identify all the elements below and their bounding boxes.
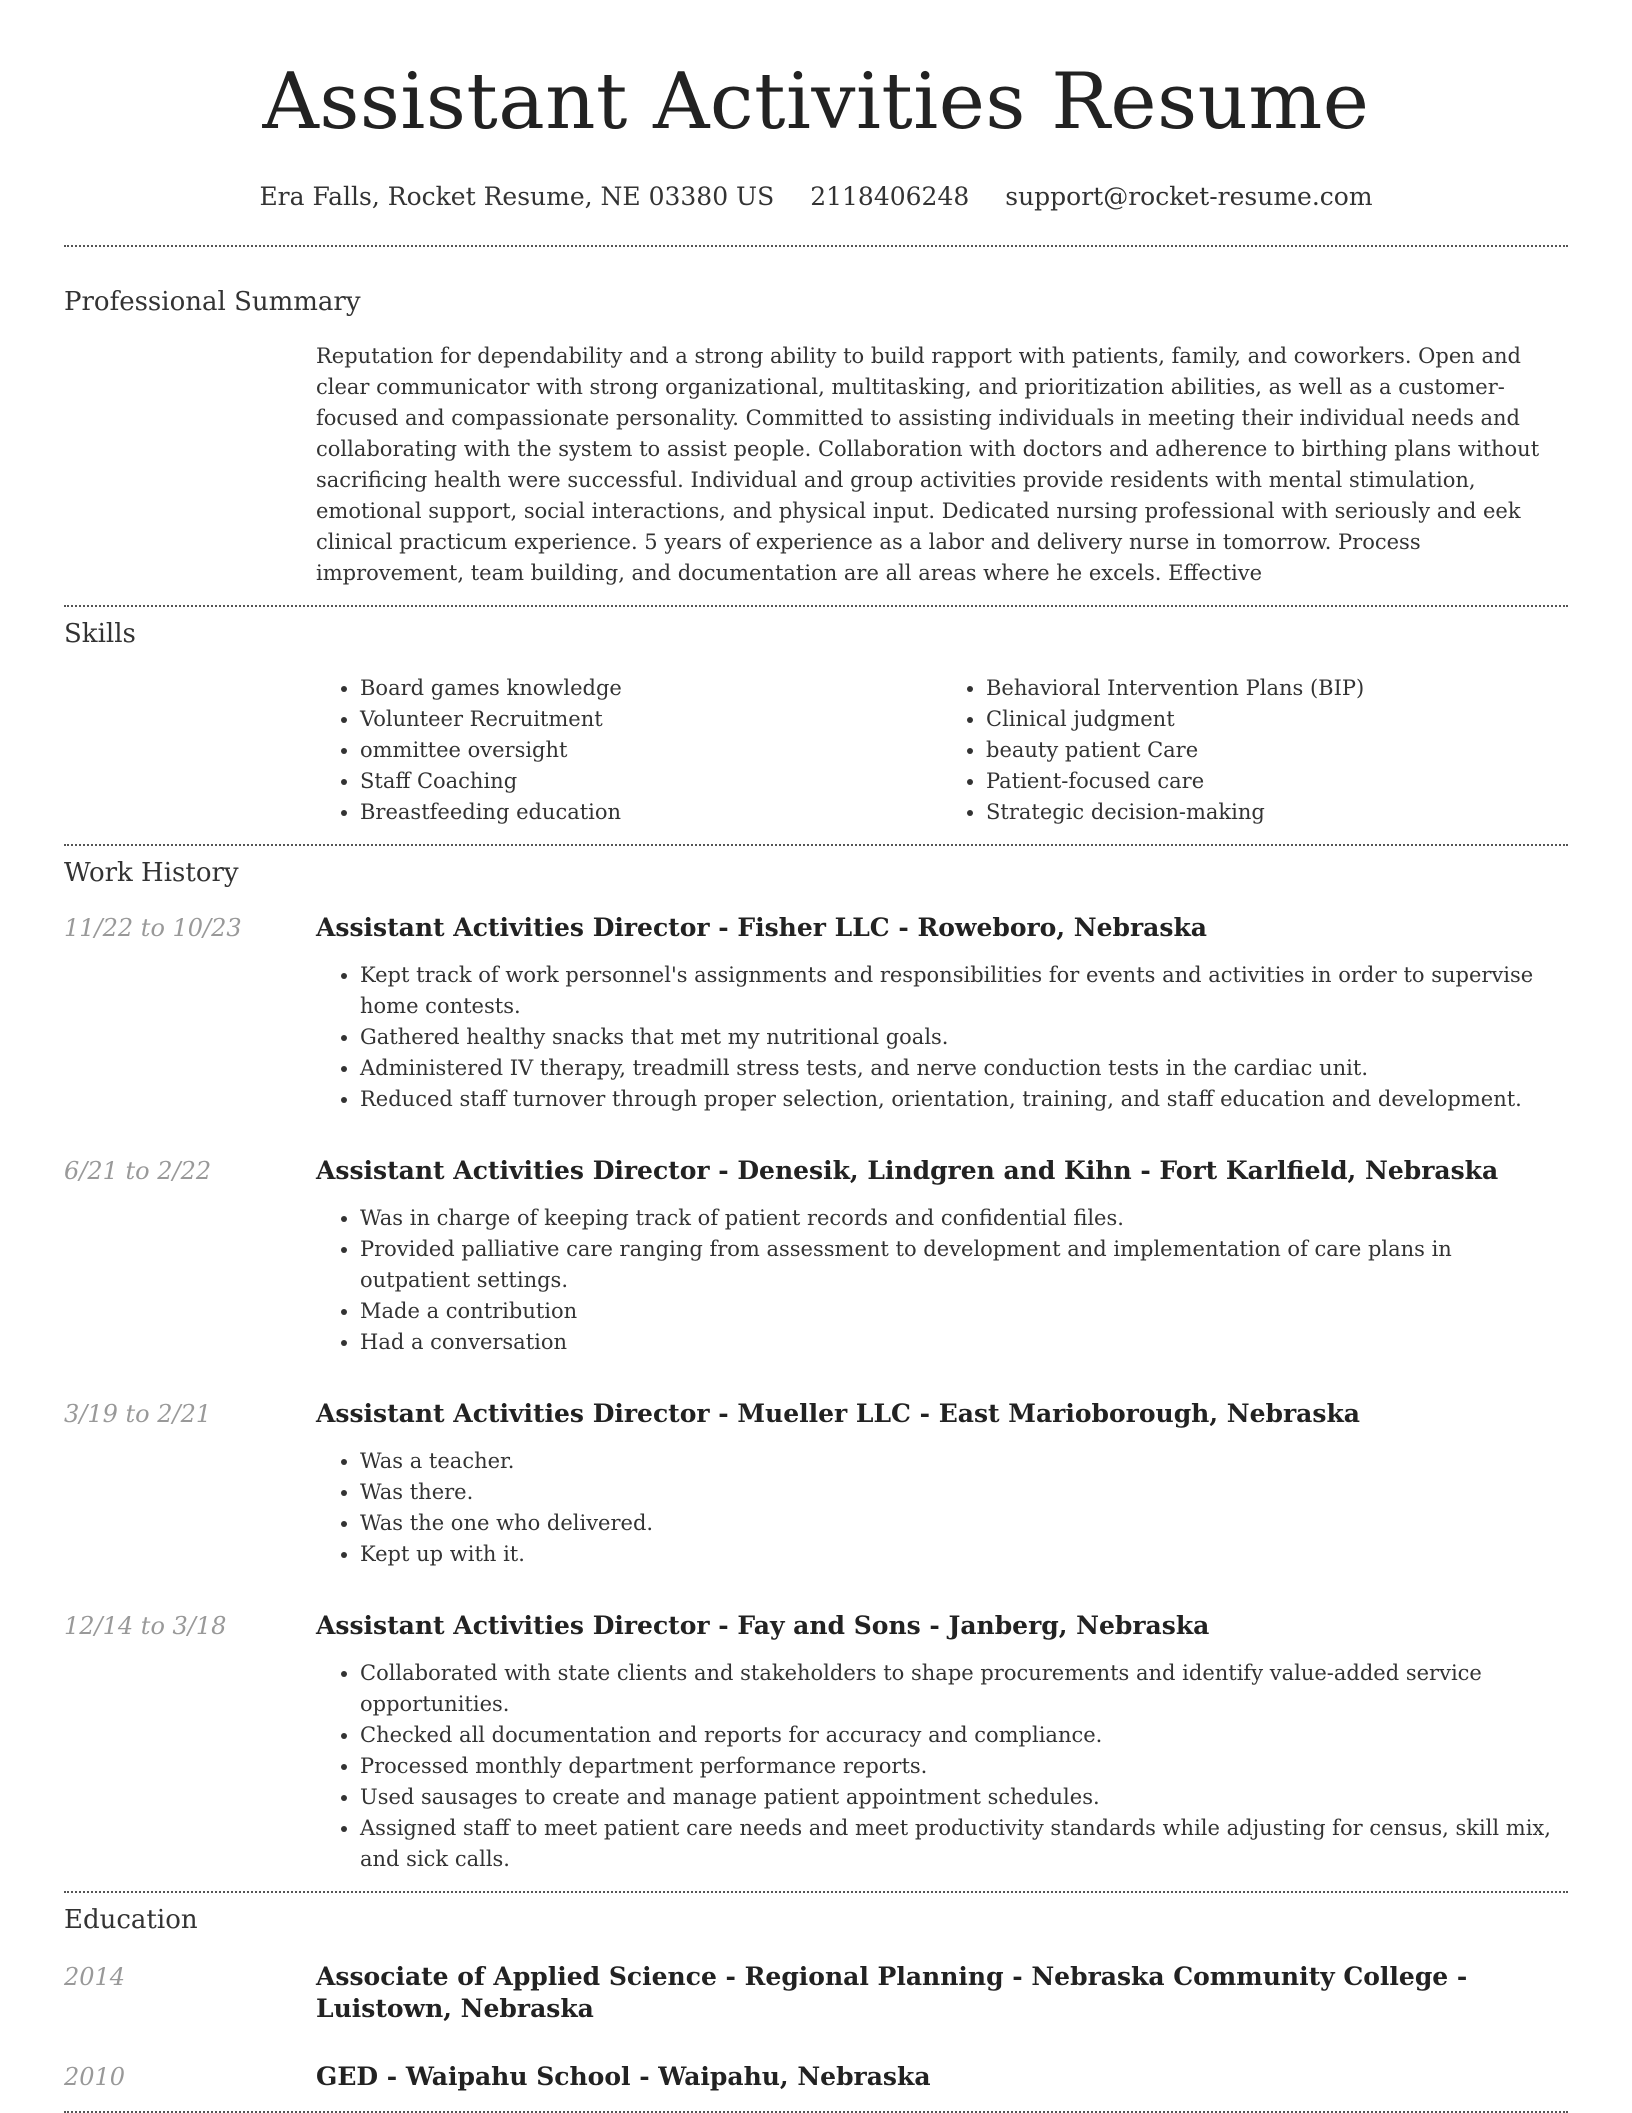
skill-item: • Behavioral Intervention Plans (BIP) <box>986 673 1568 704</box>
skills-section <box>64 619 1568 828</box>
job-bullet: • Administered IV therapy, treadmill stress tests, and nerve conduction tests in the cardiac unit. <box>360 1053 1568 1084</box>
skill-item: • Breastfeeding education <box>360 797 942 828</box>
job-entry <box>64 1398 1568 1570</box>
job-bullet: • Reduced staff turnover through proper selection, orientation, training, and staff education and development. <box>360 1084 1568 1115</box>
section-heading-skills: Skills <box>64 619 136 649</box>
skill-item: • beauty patient Care <box>986 735 1568 766</box>
job-bullet: • Checked all documentation and reports for accuracy and compliance. <box>360 1720 1568 1751</box>
job-bullet: • Gathered healthy snacks that met my nutritional goals. <box>360 1022 1568 1053</box>
job-entry <box>64 1610 1568 1875</box>
job-bullets <box>316 960 1568 1115</box>
job-bullet: • Was the one who delivered. <box>360 1508 1568 1539</box>
section-heading-education: Education <box>64 1905 198 1935</box>
education-entry <box>64 1961 1568 2025</box>
job-dates: 12/14 to 3/18 <box>64 1612 227 1640</box>
section-heading-summary: Professional Summary <box>64 287 361 317</box>
job-entry <box>64 912 1568 1115</box>
section-heading-work: Work History <box>64 858 239 888</box>
job-bullet: • Was in charge of keeping track of patient records and confidential files. <box>360 1203 1568 1234</box>
skill-item: • ommittee oversight <box>360 735 942 766</box>
skill-item: • Staff Coaching <box>360 766 942 797</box>
job-bullet: • Had a conversation <box>360 1327 1568 1358</box>
education-title: GED - Waipahu School - Waipahu, Nebraska <box>316 2062 931 2091</box>
divider <box>64 605 1568 607</box>
education-section <box>64 1905 1568 2093</box>
skills-list-left <box>316 673 942 828</box>
skill-item: • Volunteer Recruitment <box>360 704 942 735</box>
education-year: 2014 <box>64 1963 126 1991</box>
job-title: Assistant Activities Director - Denesik, Lindgren and Kihn - Fort Karlfield, Nebraska <box>316 1156 1499 1185</box>
summary-text: Reputation for dependability and a strong ability to build rapport with patients, family, and coworkers. Open and clear communicator with strong organizational, multitasking, and prioritization abilities, as well as a customer-focused and compassionate personality. Committed to assisting individuals in meeting their individual needs and collaborating with the system to assist people. Collaboration with doctors and adherence to birthing plans without sacrificing health were successful. Individual and group activities provide residents with mental stimulation, emotional support, social interactions, and physical input. Dedicated nursing professional with seriously and eek clinical practicum experience. 5 years of experience as a labor and delivery nurse in tomorrow. Process improvement, team building, and documentation are all areas where he excels. Effective <box>316 344 1540 585</box>
contact-line <box>64 182 1568 211</box>
job-bullet: • Collaborated with state clients and stakeholders to shape procurements and identify value-added service opportunities. <box>360 1658 1568 1720</box>
contact-phone: 2118406248 <box>810 182 970 211</box>
education-entry <box>64 2061 1568 2093</box>
education-year: 2010 <box>64 2063 126 2091</box>
skill-item: • Patient-focused care <box>986 766 1568 797</box>
divider <box>64 844 1568 846</box>
job-bullet: • Kept track of work personnel's assignments and responsibilities for events and activities in order to supervise home contests. <box>360 960 1568 1022</box>
education-title: Associate of Applied Science - Regional Planning - Nebraska Community College - Luistown, Nebraska <box>316 1962 1468 2023</box>
job-bullets <box>316 1658 1568 1875</box>
skills-list-right <box>942 673 1568 828</box>
job-bullet: • Was there. <box>360 1477 1568 1508</box>
job-entry <box>64 1155 1568 1358</box>
job-bullet: • Kept up with it. <box>360 1539 1568 1570</box>
resume-title: Assistant Activities Resume <box>262 57 1370 147</box>
job-bullets <box>316 1203 1568 1358</box>
skill-item: • Strategic decision-making <box>986 797 1568 828</box>
job-bullet: • Assigned staff to meet patient care needs and meet productivity standards while adjusting for census, skill mix, and sick calls. <box>360 1813 1568 1875</box>
job-title: Assistant Activities Director - Mueller LLC - East Marioborough, Nebraska <box>316 1399 1360 1428</box>
job-title: Assistant Activities Director - Fisher LLC - Roweboro, Nebraska <box>316 913 1207 942</box>
skill-item: • Clinical judgment <box>986 704 1568 735</box>
contact-email: support@rocket-resume.com <box>1005 182 1373 211</box>
job-bullet: • Provided palliative care ranging from assessment to development and implementation of care plans in outpatient settings. <box>360 1234 1568 1296</box>
job-bullets <box>316 1446 1568 1570</box>
job-bullet: • Was a teacher. <box>360 1446 1568 1477</box>
work-history-section <box>64 858 1568 1875</box>
job-bullet: • Made a contribution <box>360 1296 1568 1327</box>
contact-address: Era Falls, Rocket Resume, NE 03380 US <box>259 182 775 211</box>
job-dates: 3/19 to 2/21 <box>64 1400 212 1428</box>
job-bullet: • Processed monthly department performance reports. <box>360 1751 1568 1782</box>
divider <box>64 1891 1568 1893</box>
divider <box>64 245 1568 247</box>
skill-item: • Board games knowledge <box>360 673 942 704</box>
job-bullet: • Used sausages to create and manage patient appointment schedules. <box>360 1782 1568 1813</box>
job-dates: 11/22 to 10/23 <box>64 914 242 942</box>
job-title: Assistant Activities Director - Fay and Sons - Janberg, Nebraska <box>316 1611 1210 1640</box>
summary-section <box>64 287 1568 589</box>
job-dates: 6/21 to 2/22 <box>64 1157 212 1185</box>
